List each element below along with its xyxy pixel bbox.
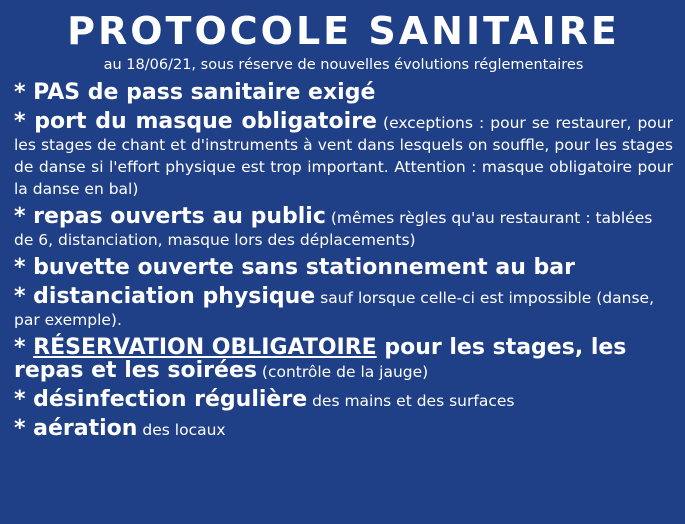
- rule-detail: des mains et des surfaces: [312, 392, 515, 410]
- page-title: PROTOCOLE SANITAIRE: [67, 9, 620, 53]
- rule-pass-sanitaire: [14, 82, 673, 105]
- rule-main: * aération: [14, 416, 138, 441]
- rules-list: [14, 82, 673, 441]
- rule-main: * buvette ouverte sans stationnement au bar: [14, 255, 575, 280]
- rule-main: * désinfection régulière: [14, 387, 308, 412]
- rule-detail: (contrôle de la jauge): [261, 363, 429, 381]
- rule-detail: (mêmes règles qu'au restaurant : tablées de 6, distanciation, masque lors des déplacements): [14, 209, 653, 249]
- rule-masque: [14, 111, 673, 200]
- rule-main: * distanciation physique: [14, 284, 316, 309]
- rule-underlined: RÉSERVATION OBLIGATOIRE: [33, 335, 377, 360]
- page-subtitle: au 18/06/21, sous réserve de nouvelles évolutions réglementaires: [103, 57, 584, 73]
- rule-detail: des locaux: [142, 421, 226, 439]
- rule-detail: sauf lorsque celle-ci est impossible (danse, par exemple).: [14, 289, 655, 329]
- rule-reservation: [14, 337, 673, 383]
- rule-main-after: pour les stages, les repas et les soirées: [14, 335, 627, 383]
- rule-repas: [14, 206, 673, 251]
- rule-main: * PAS de pass sanitaire exigé: [14, 80, 376, 105]
- rule-prefix: *: [14, 335, 34, 360]
- rule-desinfection: [14, 389, 673, 412]
- rule-main: * port du masque obligatoire: [14, 109, 377, 134]
- rule-buvette: [14, 257, 673, 280]
- rule-main: * repas ouverts au public: [14, 204, 326, 229]
- rule-distanciation: [14, 286, 673, 331]
- rule-aeration: [14, 418, 673, 441]
- rule-detail: (exceptions : pour se restaurer, pour les stages de chant et d'instruments à vent dans lesquels on souffle, pour les stages de danse si l'effort physique est trop important. Attention : masque obligatoire pour la danse en bal): [14, 114, 673, 198]
